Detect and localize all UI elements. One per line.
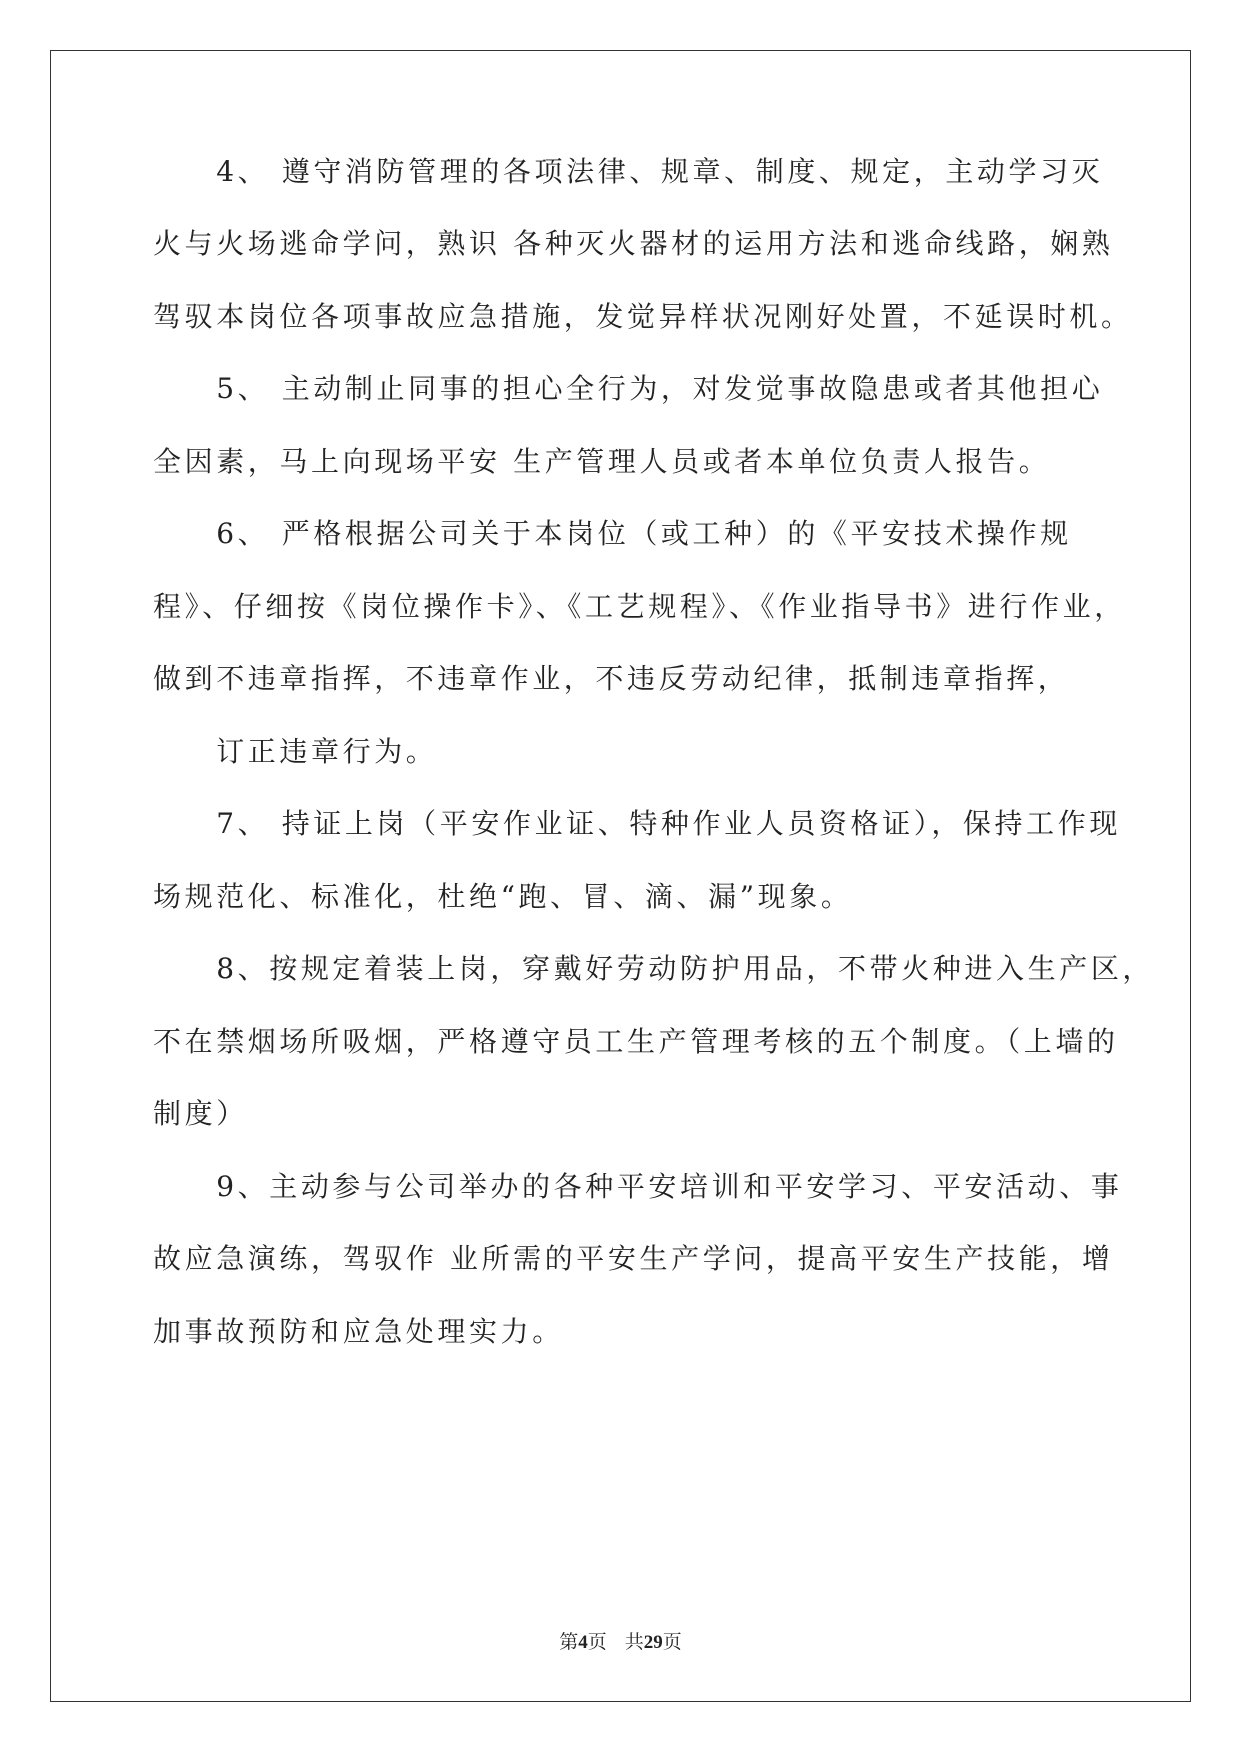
text-line: 不在禁烟场所吸烟，严格遵守员工生产管理考核的五个制度。（上墙的 — [153, 1025, 1119, 1058]
page-number: 4 — [578, 1632, 588, 1653]
text-line: 订正违章行为。 — [153, 735, 438, 768]
footer-page-suffix: 页 — [587, 1631, 607, 1653]
text-line: 火与火场逃命学问，熟识 各种灭火器材的运用方法和逃命线路，娴熟 — [153, 227, 1114, 260]
text-line: 做到不违章指挥，不违章作业，不违反劳动纪律，抵制违章指挥， — [153, 662, 1070, 695]
text-line: 全因素，马上向现场平安 生产管理人员或者本单位负责人报告。 — [153, 445, 1051, 478]
text-line: 故应急演练，驾驭作 业所需的平安生产学问，提高平安生产技能，增 — [153, 1242, 1114, 1275]
text-line: 7、 持证上岗（平安作业证、特种作业人员资格证），保持工作现 — [153, 807, 1121, 840]
text-line: 9、主动参与公司举办的各种平安培训和平安学习、平安活动、事 — [153, 1170, 1123, 1203]
text-line: 8、按规定着装上岗，穿戴好劳动防护用品，不带火种进入生产区， — [153, 952, 1155, 985]
text-line: 加事故预防和应急处理实力。 — [153, 1315, 564, 1348]
text-line: 制度） — [153, 1097, 248, 1130]
footer-total-suffix: 页 — [662, 1631, 682, 1653]
footer-total-prefix: 共 — [624, 1631, 644, 1653]
text-line: 5、 主动制止同事的担心全行为，对发觉事故隐患或者其他担心 — [153, 372, 1104, 405]
footer-prefix: 第 — [559, 1631, 579, 1653]
text-line: 驾驭本岗位各项事故应急措施，发觉异样状况刚好处置，不延误时机。 — [153, 300, 1133, 333]
total-pages: 29 — [643, 1632, 663, 1653]
text-line: 6、 严格根据公司关于本岗位（或工种）的《平安技术操作规 — [153, 517, 1072, 550]
text-line: 场规范化、标准化，杜绝“跑、冒、滴、漏”现象。 — [153, 880, 853, 913]
text-line: 程》、仔细按《岗位操作卡》、《工艺规程》、《作业指导书》进行作业， — [153, 590, 1126, 623]
page-border — [50, 50, 1191, 1702]
text-line: 4、 遵守消防管理的各项法律、规章、制度、规定，主动学习灭 — [153, 155, 1104, 188]
page-footer — [0, 1630, 1241, 1655]
